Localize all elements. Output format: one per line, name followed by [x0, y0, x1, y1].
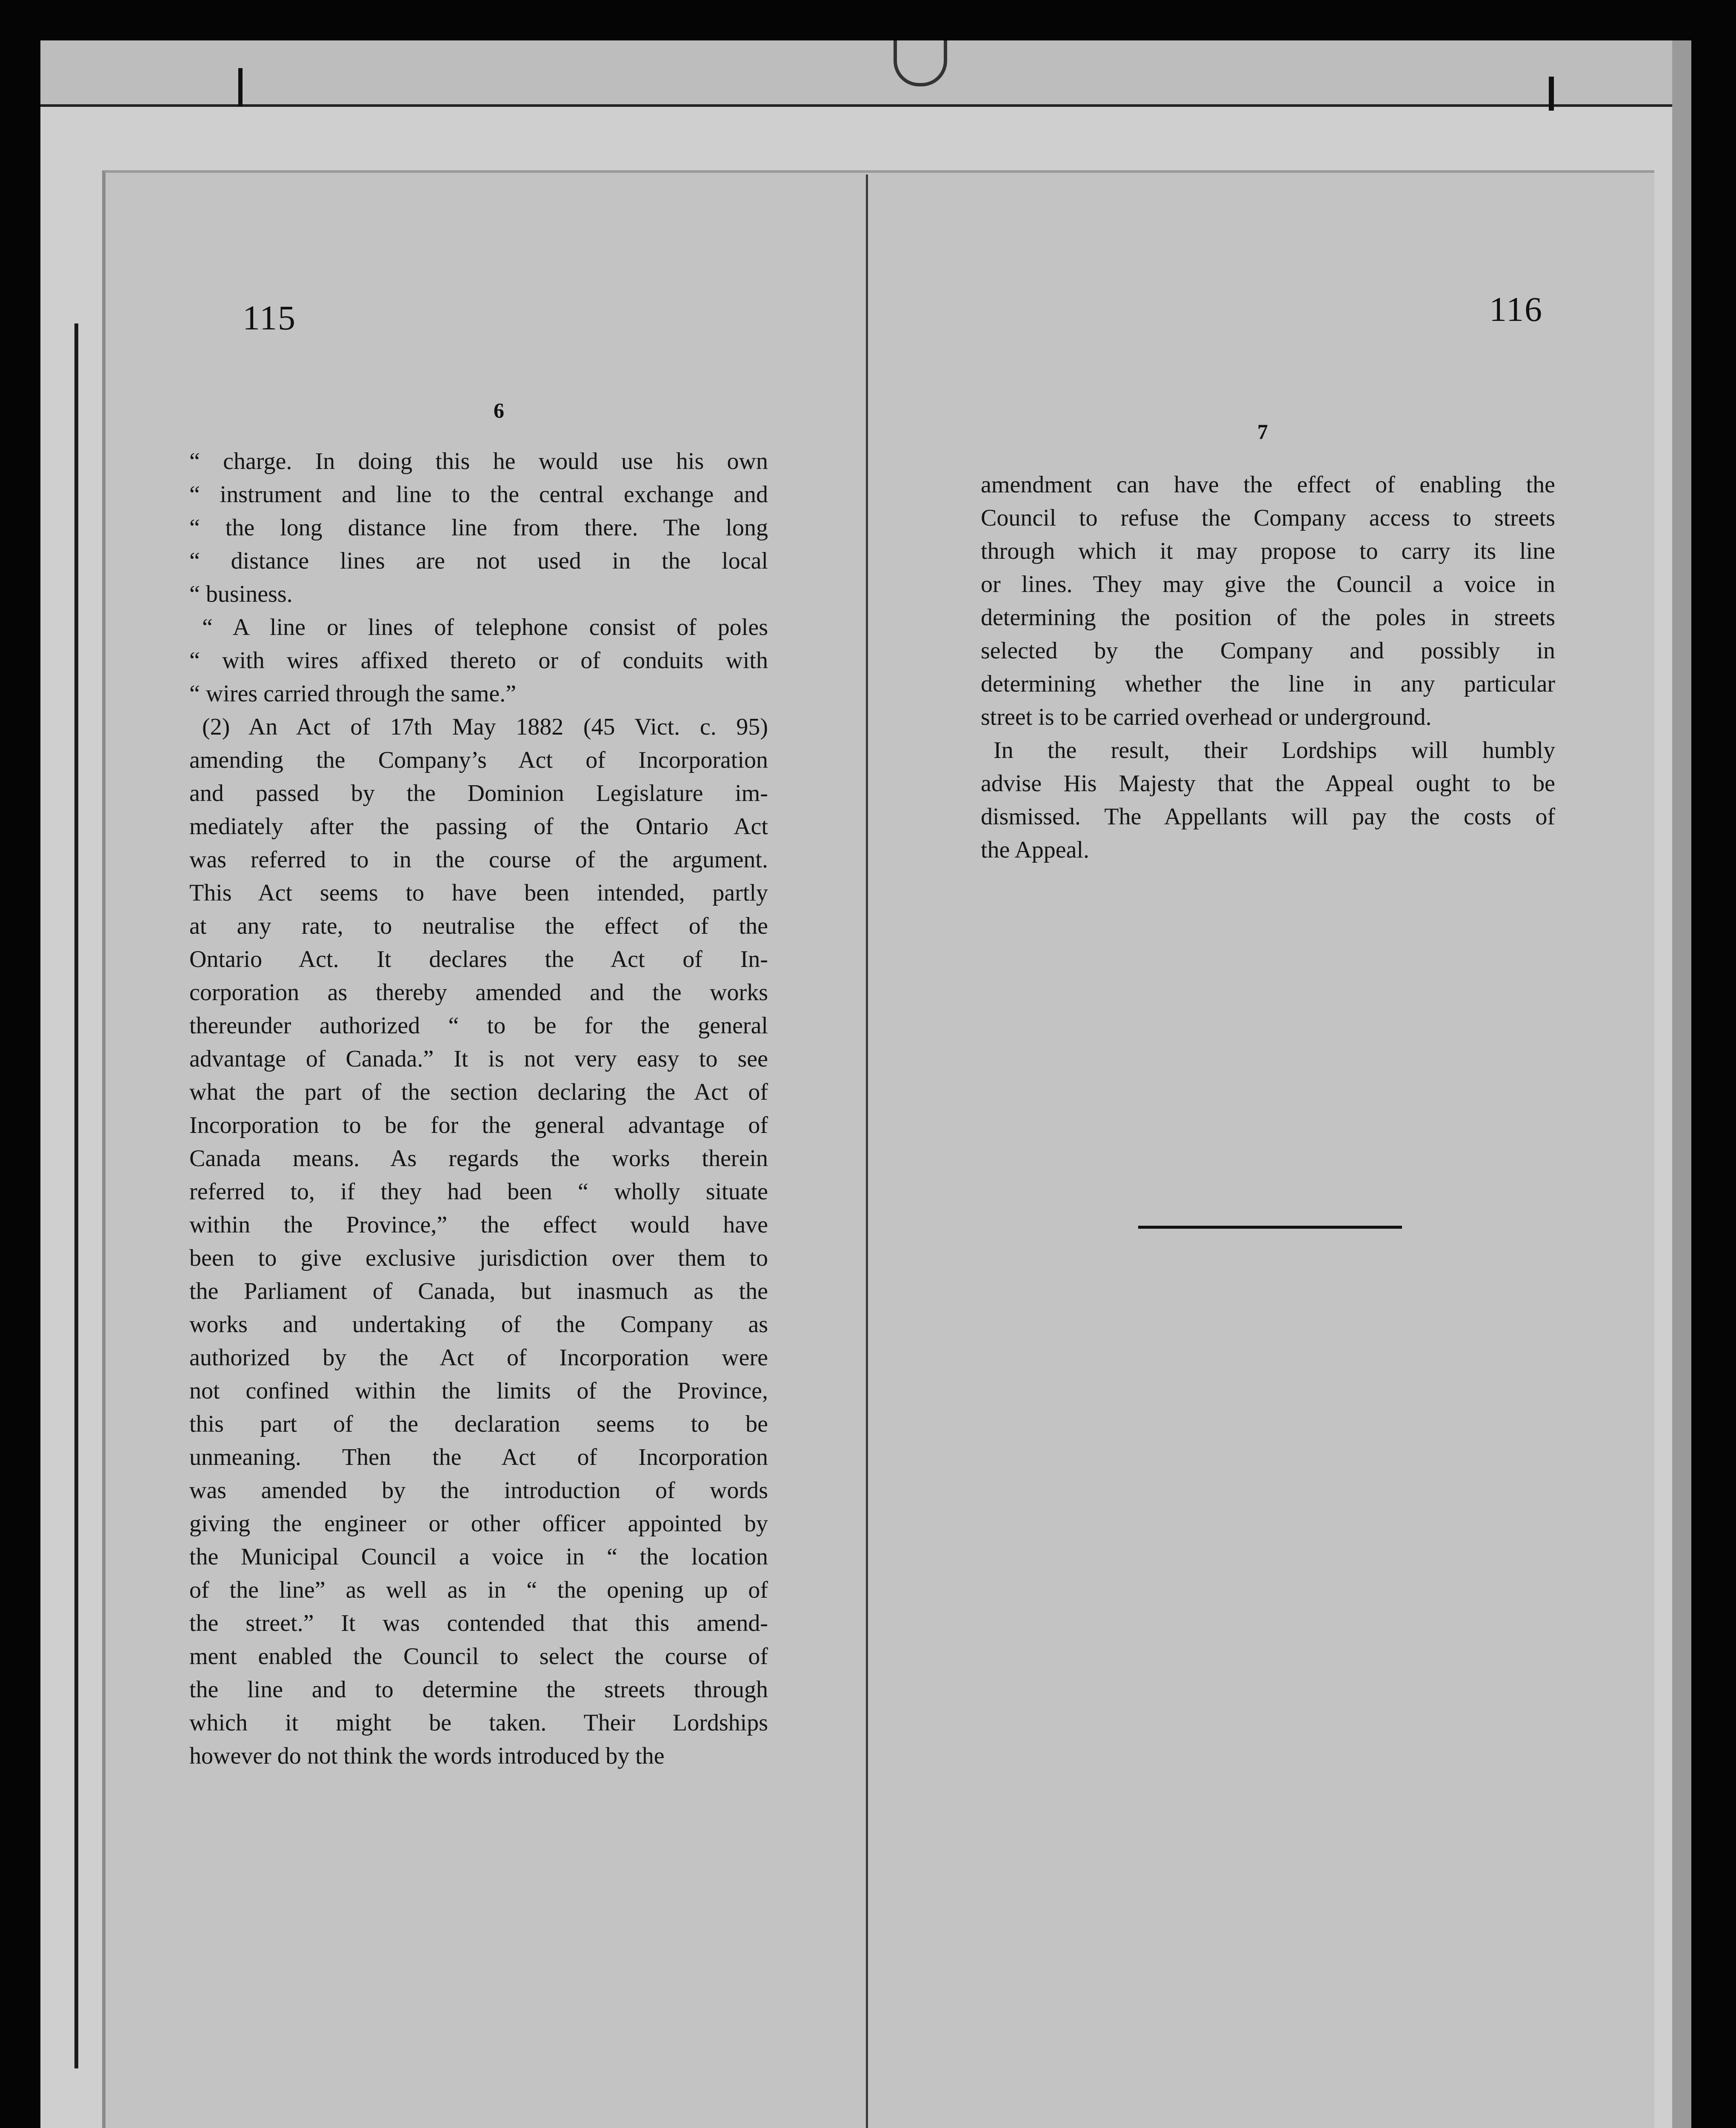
text-line: amendment can have the effect of enabling the	[981, 472, 1555, 498]
text-line: through which it may propose to carry its line	[981, 538, 1555, 564]
text-line: street is to be carried overhead or underground.	[981, 704, 1432, 730]
text-line: “ with wires affixed thereto or of conduits with	[189, 647, 768, 674]
text-line: dismissed. The Appellants will pay the costs of	[981, 804, 1555, 830]
text-line: not confined within the limits of the Province,	[189, 1378, 768, 1404]
text-line: This Act seems to have been intended, partly	[189, 880, 768, 906]
text-line: “ business.	[189, 581, 293, 607]
text-line: advantage of Canada.” It is not very easy to see	[189, 1046, 768, 1072]
text-line: unmeaning. Then the Act of Incorporation	[189, 1444, 768, 1470]
film-registration-mark-right	[1549, 77, 1554, 111]
text-line: Council to refuse the Company access to streets	[981, 505, 1555, 531]
text-line: mediately after the passing of the Ontario Act	[189, 813, 768, 840]
text-line: referred to, if they had been “ wholly situate	[189, 1178, 768, 1205]
page-number-left: 115	[243, 298, 296, 337]
text-line: Incorporation to be for the general advantage of	[189, 1112, 768, 1138]
text-line: of the line” as well as in “ the opening up of	[189, 1577, 768, 1603]
text-line: the Parliament of Canada, but inasmuch as the	[189, 1278, 768, 1304]
text-line: ment enabled the Council to select the course of	[189, 1643, 768, 1670]
text-line: Ontario Act. It declares the Act of In-	[189, 946, 768, 972]
text-line: amending the Company’s Act of Incorporation	[189, 747, 768, 773]
text-line: “ A line or lines of telephone consist of poles	[202, 614, 768, 641]
text-line: the Appeal.	[981, 837, 1090, 863]
text-line: this part of the declaration seems to be	[189, 1411, 768, 1437]
text-line: within the Province,” the effect would have	[189, 1212, 768, 1238]
text-line: “ wires carried through the same.”	[189, 681, 517, 707]
text-line: “ distance lines are not used in the local	[189, 548, 768, 574]
text-line: giving the engineer or other officer appointed by	[189, 1510, 768, 1537]
column-number-left: 6	[494, 398, 504, 422]
text-line: corporation as thereby amended and the works	[189, 979, 768, 1006]
text-line: “ the long distance line from there. The long	[189, 515, 768, 541]
text-line: and passed by the Dominion Legislature im-	[189, 780, 768, 807]
film-registration-mark-left	[238, 68, 243, 106]
film-right-edge	[1672, 40, 1691, 2128]
text-line: been to give exclusive jurisdiction over them to	[189, 1245, 768, 1271]
text-line: the street.” It was contended that this amend-	[189, 1610, 768, 1636]
page-divider	[866, 174, 868, 2128]
end-of-text-rule	[1138, 1226, 1402, 1229]
left-column-text	[189, 445, 768, 1773]
text-line: selected by the Company and possibly in	[981, 638, 1555, 664]
text-line: “ instrument and line to the central exchange and	[189, 481, 768, 508]
text-line: at any rate, to neutralise the effect of the	[189, 913, 768, 939]
text-line: In the result, their Lordships will humbly	[994, 737, 1555, 764]
text-line: advise His Majesty that the Appeal ought to be	[981, 770, 1555, 797]
text-line: was referred to in the course of the argument.	[189, 847, 768, 873]
text-line: authorized by the Act of Incorporation were	[189, 1344, 768, 1371]
text-line: was amended by the introduction of words	[189, 1477, 768, 1504]
text-line: determining whether the line in any particular	[981, 671, 1555, 697]
text-line: “ charge. In doing this he would use his own	[189, 448, 768, 475]
text-line: Canada means. As regards the works therein	[189, 1145, 768, 1172]
text-line: or lines. They may give the Council a voice in	[981, 571, 1555, 598]
text-line: the Municipal Council a voice in “ the location	[189, 1544, 768, 1570]
column-number-right: 7	[1257, 420, 1268, 443]
right-column-text	[981, 468, 1555, 867]
text-line: works and undertaking of the Company as	[189, 1311, 768, 1338]
text-line: what the part of the section declaring the Act of	[189, 1079, 768, 1105]
text-line: the line and to determine the streets through	[189, 1676, 768, 1703]
page-number-right: 116	[1489, 290, 1543, 329]
text-line: however do not think the words introduced by the	[189, 1743, 665, 1769]
text-line: which it might be taken. Their Lordships	[189, 1710, 768, 1736]
text-line: (2) An Act of 17th May 1882 (45 Vict. c. 95)	[202, 714, 768, 740]
text-line: determining the position of the poles in streets	[981, 604, 1555, 631]
text-line: thereunder authorized “ to be for the general	[189, 1013, 768, 1039]
film-top-band	[40, 40, 1691, 107]
film-left-edge-line	[74, 323, 78, 2068]
